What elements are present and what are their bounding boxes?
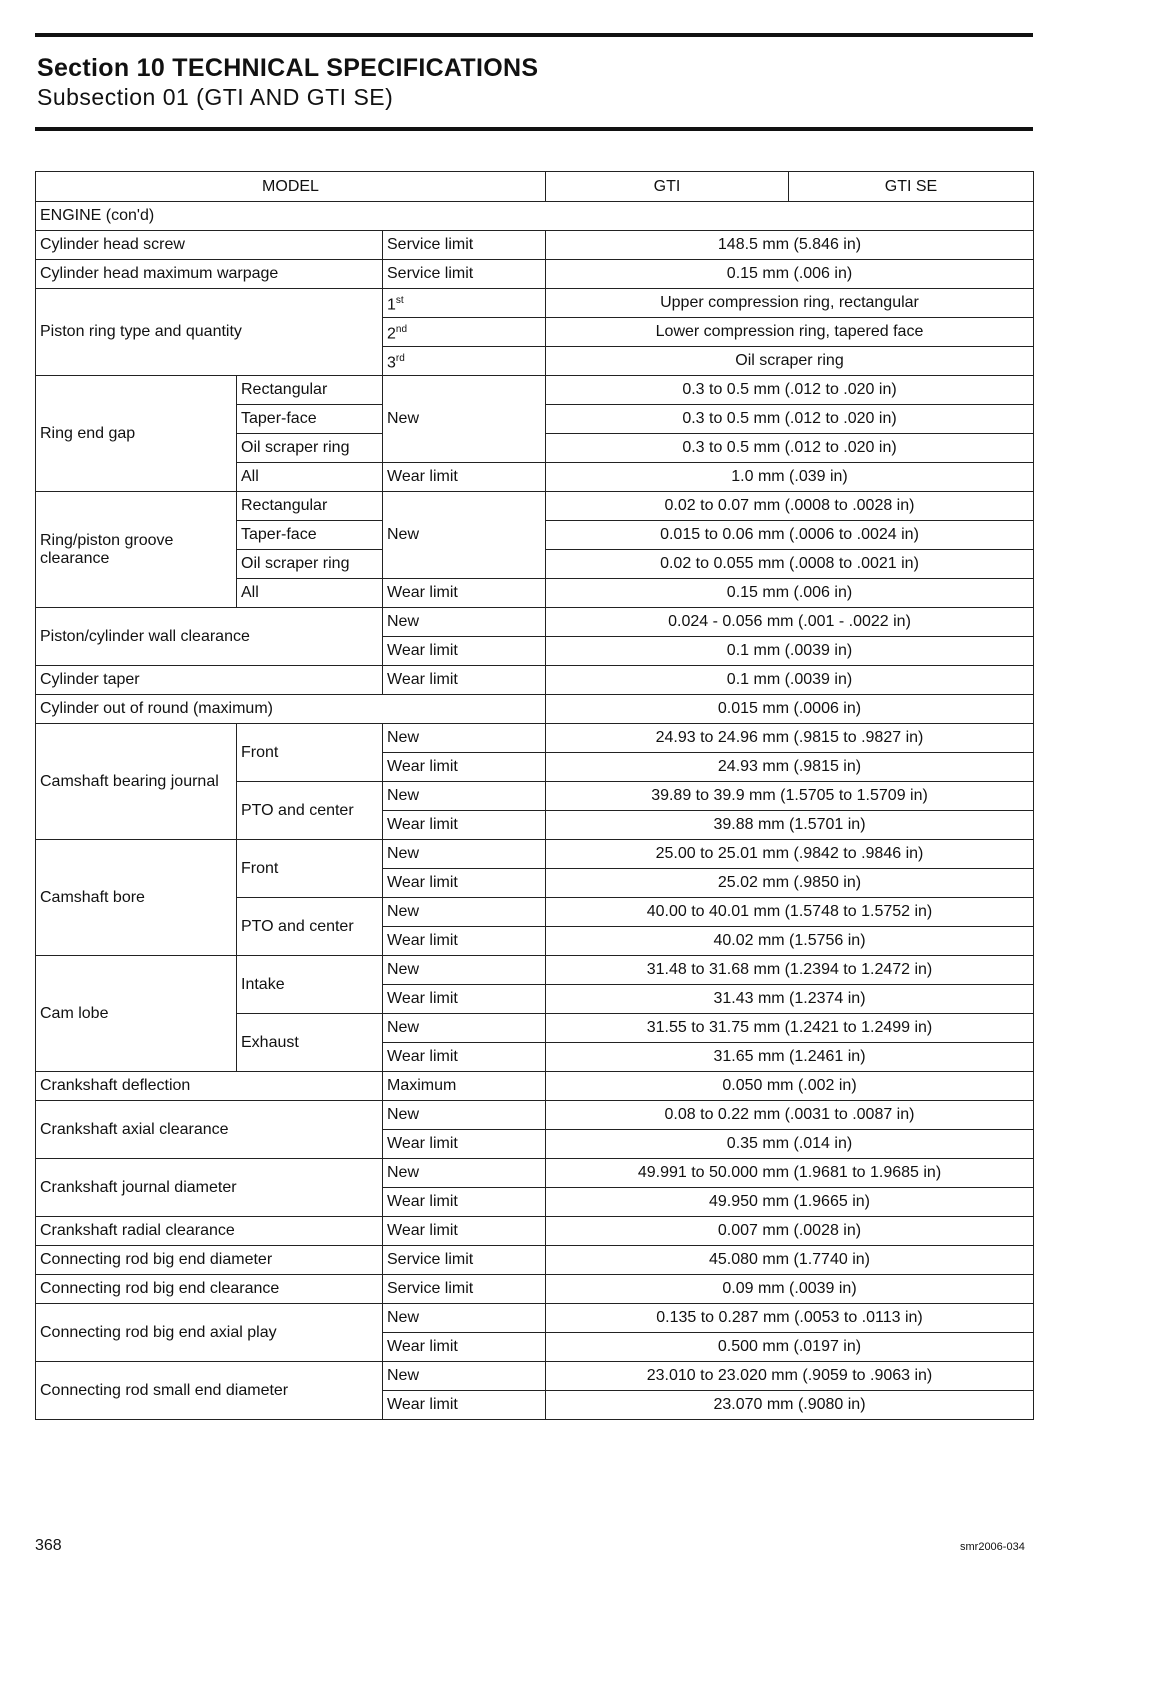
- row-sub-label: Oil scraper ring: [237, 434, 383, 463]
- row-value: Oil scraper ring: [546, 347, 1034, 376]
- row-condition: Wear limit: [383, 1333, 546, 1362]
- row-value: 0.500 mm (.0197 in): [546, 1333, 1034, 1362]
- row-value: 0.007 mm (.0028 in): [546, 1217, 1034, 1246]
- row-sub-label: All: [237, 463, 383, 492]
- row-condition: Wear limit: [383, 753, 546, 782]
- row-value: 31.65 mm (1.2461 in): [546, 1043, 1034, 1072]
- page-number: 368: [35, 1537, 62, 1554]
- row-value: 0.09 mm (.0039 in): [546, 1275, 1034, 1304]
- table-row: [36, 956, 1034, 985]
- row-sub-label: Rectangular: [237, 492, 383, 521]
- row-label: Crankshaft axial clearance: [36, 1101, 383, 1159]
- ring-number: 1: [387, 296, 396, 314]
- row-condition: New: [383, 898, 546, 927]
- row-condition: New: [383, 608, 546, 637]
- table-row: [36, 376, 1034, 405]
- row-sub-label: PTO and center: [237, 898, 383, 956]
- table-row: [36, 289, 1034, 318]
- table-row: [36, 1362, 1034, 1391]
- row-condition: Wear limit: [383, 985, 546, 1014]
- table-row: [36, 1101, 1034, 1130]
- header-top-rule: [35, 33, 1033, 37]
- row-value: 49.991 to 50.000 mm (1.9681 to 1.9685 in): [546, 1159, 1034, 1188]
- row-condition: [383, 289, 546, 318]
- row-label: Connecting rod big end clearance: [36, 1275, 383, 1304]
- table-row: [36, 724, 1034, 753]
- row-label: Cylinder head screw: [36, 231, 383, 260]
- row-condition: [383, 318, 546, 347]
- row-value: 0.050 mm (.002 in): [546, 1072, 1034, 1101]
- row-sub-label: PTO and center: [237, 782, 383, 840]
- row-condition: [383, 347, 546, 376]
- row-label: Cylinder out of round (maximum): [36, 695, 546, 724]
- row-label: Crankshaft radial clearance: [36, 1217, 383, 1246]
- row-value: 0.015 to 0.06 mm (.0006 to .0024 in): [546, 521, 1034, 550]
- header-bottom-rule: [35, 127, 1033, 131]
- row-value: 40.00 to 40.01 mm (1.5748 to 1.5752 in): [546, 898, 1034, 927]
- table-row: [36, 231, 1034, 260]
- row-sub-label: Exhaust: [237, 1014, 383, 1072]
- ring-ordinal: rd: [395, 352, 405, 364]
- row-value: 0.35 mm (.014 in): [546, 1130, 1034, 1159]
- row-value: 0.3 to 0.5 mm (.012 to .020 in): [546, 405, 1034, 434]
- row-label: Camshaft bore: [36, 840, 237, 956]
- table-row: [36, 260, 1034, 289]
- row-sub-label: Intake: [237, 956, 383, 1014]
- table-row: [36, 1304, 1034, 1333]
- reference-code: smr2006-034: [960, 1541, 1025, 1553]
- row-label: Cam lobe: [36, 956, 237, 1072]
- table-row: [36, 666, 1034, 695]
- table-row: [36, 1217, 1034, 1246]
- row-condition: Wear limit: [383, 1188, 546, 1217]
- row-condition: Service limit: [383, 1246, 546, 1275]
- row-condition: New: [383, 1159, 546, 1188]
- row-value: 0.08 to 0.22 mm (.0031 to .0087 in): [546, 1101, 1034, 1130]
- row-value: Upper compression ring, rectangular: [546, 289, 1034, 318]
- row-condition: New: [383, 1101, 546, 1130]
- row-value: 31.48 to 31.68 mm (1.2394 to 1.2472 in): [546, 956, 1034, 985]
- row-condition: Wear limit: [383, 579, 546, 608]
- table-row: [36, 608, 1034, 637]
- row-value: 0.15 mm (.006 in): [546, 260, 1034, 289]
- row-condition: Service limit: [383, 260, 546, 289]
- table-row: [36, 1072, 1034, 1101]
- row-condition: New: [383, 1014, 546, 1043]
- row-condition: New: [383, 956, 546, 985]
- section-title: Section 10 TECHNICAL SPECIFICATIONS: [37, 54, 539, 82]
- row-value: Lower compression ring, tapered face: [546, 318, 1034, 347]
- row-condition: Wear limit: [383, 811, 546, 840]
- row-value: 39.89 to 39.9 mm (1.5705 to 1.5709 in): [546, 782, 1034, 811]
- row-label: Cylinder head maximum warpage: [36, 260, 383, 289]
- row-value: 23.010 to 23.020 mm (.9059 to .9063 in): [546, 1362, 1034, 1391]
- row-condition: Wear limit: [383, 869, 546, 898]
- row-condition: Service limit: [383, 1275, 546, 1304]
- table-row: [36, 840, 1034, 869]
- table-row: [36, 1159, 1034, 1188]
- row-value: 0.024 - 0.056 mm (.001 - .0022 in): [546, 608, 1034, 637]
- row-condition: New: [383, 724, 546, 753]
- row-sub-label: Taper-face: [237, 405, 383, 434]
- row-sub-label: Taper-face: [237, 521, 383, 550]
- row-label: Piston/cylinder wall clearance: [36, 608, 383, 666]
- row-value: 0.02 to 0.055 mm (.0008 to .0021 in): [546, 550, 1034, 579]
- row-value: 49.950 mm (1.9665 in): [546, 1188, 1034, 1217]
- row-label: Ring/piston groove clearance: [36, 492, 237, 608]
- row-value: 0.015 mm (.0006 in): [546, 695, 1034, 724]
- row-condition: Wear limit: [383, 927, 546, 956]
- row-value: 25.02 mm (.9850 in): [546, 869, 1034, 898]
- row-value: 45.080 mm (1.7740 in): [546, 1246, 1034, 1275]
- row-condition: New: [383, 492, 546, 579]
- ring-ordinal: st: [395, 294, 404, 306]
- row-condition: Wear limit: [383, 1391, 546, 1420]
- row-condition: Wear limit: [383, 637, 546, 666]
- row-label: Crankshaft deflection: [36, 1072, 383, 1101]
- table-row: [36, 492, 1034, 521]
- row-sub-label: All: [237, 579, 383, 608]
- row-value: 1.0 mm (.039 in): [546, 463, 1034, 492]
- subsection-title: Subsection 01 (GTI AND GTI SE): [37, 84, 394, 110]
- ring-number: 3: [387, 354, 396, 372]
- col-header-model: MODEL: [36, 172, 546, 202]
- row-condition: Wear limit: [383, 1217, 546, 1246]
- row-sub-label: Front: [237, 840, 383, 898]
- table-row: [36, 1246, 1034, 1275]
- row-label: Piston ring type and quantity: [36, 289, 383, 376]
- table-group-row: [36, 202, 1034, 231]
- row-condition: Wear limit: [383, 463, 546, 492]
- table-row: [36, 1275, 1034, 1304]
- row-value: 25.00 to 25.01 mm (.9842 to .9846 in): [546, 840, 1034, 869]
- row-condition: Maximum: [383, 1072, 546, 1101]
- row-label: Connecting rod big end axial play: [36, 1304, 383, 1362]
- row-label: Cylinder taper: [36, 666, 383, 695]
- row-label: Connecting rod small end diameter: [36, 1362, 383, 1420]
- row-condition: New: [383, 1304, 546, 1333]
- row-value: 0.135 to 0.287 mm (.0053 to .0113 in): [546, 1304, 1034, 1333]
- row-sub-label: Oil scraper ring: [237, 550, 383, 579]
- row-value: 31.55 to 31.75 mm (1.2421 to 1.2499 in): [546, 1014, 1034, 1043]
- row-condition: Wear limit: [383, 1130, 546, 1159]
- row-value: 31.43 mm (1.2374 in): [546, 985, 1034, 1014]
- col-header-gti: GTI: [546, 172, 789, 202]
- row-condition: New: [383, 1362, 546, 1391]
- row-value: 24.93 mm (.9815 in): [546, 753, 1034, 782]
- spec-table: [35, 171, 1034, 1420]
- row-value: 23.070 mm (.9080 in): [546, 1391, 1034, 1420]
- row-value: 24.93 to 24.96 mm (.9815 to .9827 in): [546, 724, 1034, 753]
- row-value: 148.5 mm (5.846 in): [546, 231, 1034, 260]
- row-sub-label: Front: [237, 724, 383, 782]
- col-header-gti-se: GTI SE: [789, 172, 1034, 202]
- row-condition: New: [383, 782, 546, 811]
- table-header-row: [36, 172, 1034, 202]
- row-condition: Service limit: [383, 231, 546, 260]
- row-label: Connecting rod big end diameter: [36, 1246, 383, 1275]
- row-value: 40.02 mm (1.5756 in): [546, 927, 1034, 956]
- row-value: 39.88 mm (1.5701 in): [546, 811, 1034, 840]
- row-condition: Wear limit: [383, 1043, 546, 1072]
- row-value: 0.1 mm (.0039 in): [546, 637, 1034, 666]
- row-value: 0.3 to 0.5 mm (.012 to .020 in): [546, 434, 1034, 463]
- group-label-engine: ENGINE (con'd): [36, 202, 1034, 231]
- row-label: Crankshaft journal diameter: [36, 1159, 383, 1217]
- row-condition: New: [383, 376, 546, 463]
- ring-ordinal: nd: [395, 323, 408, 335]
- row-value: 0.02 to 0.07 mm (.0008 to .0028 in): [546, 492, 1034, 521]
- table-row: [36, 695, 1034, 724]
- row-value: 0.1 mm (.0039 in): [546, 666, 1034, 695]
- row-condition: Wear limit: [383, 666, 546, 695]
- row-sub-label: Rectangular: [237, 376, 383, 405]
- ring-number: 2: [387, 325, 396, 343]
- row-label: Ring end gap: [36, 376, 237, 492]
- row-condition: New: [383, 840, 546, 869]
- row-value: 0.15 mm (.006 in): [546, 579, 1034, 608]
- row-label: Camshaft bearing journal: [36, 724, 237, 840]
- row-value: 0.3 to 0.5 mm (.012 to .020 in): [546, 376, 1034, 405]
